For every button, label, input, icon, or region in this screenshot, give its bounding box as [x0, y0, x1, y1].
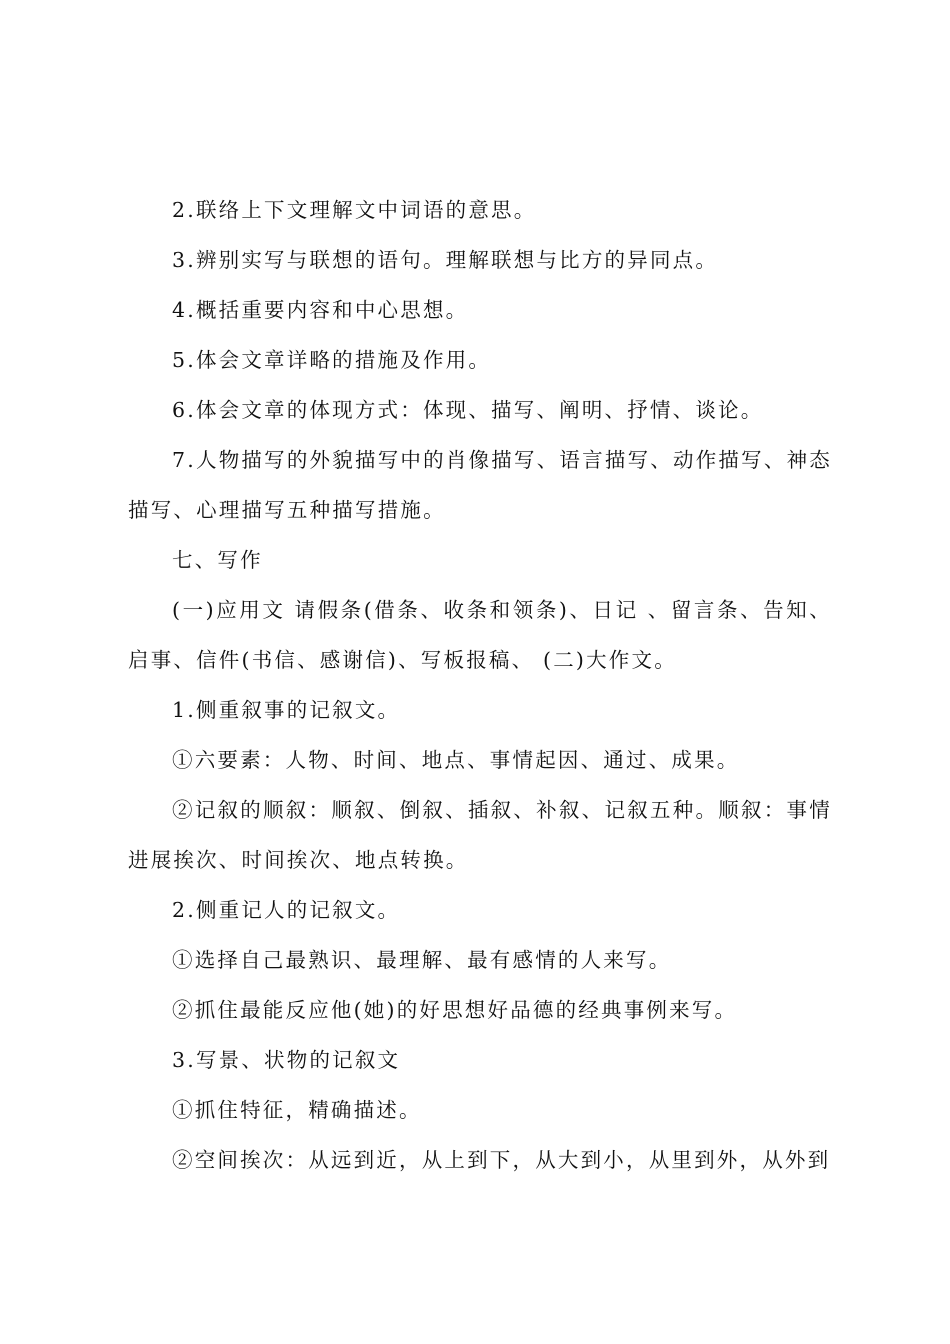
subsection-heading: 3.写景、状物的记叙文 — [172, 1048, 401, 1072]
list-item: ①六要素：人物、时间、地点、事情起因、通过、成果。 — [172, 748, 740, 772]
paragraph: 7.人物描写的外貌描写中的肖像描写、语言描写、动作描写、神态描写、心理描写五种描写措施。 — [128, 448, 832, 522]
subsection-heading: 1.侧重叙事的记叙文。 — [172, 698, 401, 722]
paragraph: 2.联络上下文理解文中词语的意思。 — [172, 198, 537, 222]
list-item: ②抓住最能反应他(她)的好思想好品德的经典事例来写。 — [172, 998, 738, 1022]
list-item: ②记叙的顺叙：顺叙、倒叙、插叙、补叙、记叙五种。顺叙：事情进展挨次、时间挨次、地点转换。 — [128, 798, 832, 872]
paragraph: 5.体会文章详略的措施及作用。 — [172, 348, 492, 372]
list-item: ①选择自己最熟识、最理解、最有感情的人来写。 — [172, 948, 672, 972]
subsection-heading: 2.侧重记人的记叙文。 — [172, 898, 401, 922]
paragraph: (一)应用文 请假条(借条、收条和领条)、日记 、留言条、告知、启事、信件(书信、感谢信)、写板报稿、 (二)大作文。 — [128, 598, 832, 672]
paragraph: 6.体会文章的体现方式：体现、描写、阐明、抒情、谈论。 — [172, 398, 764, 422]
document-body — [128, 185, 832, 1185]
list-item: ①抓住特征，精确描述。 — [172, 1098, 422, 1122]
paragraph: 3.辨别实写与联想的语句。理解联想与比方的异同点。 — [172, 248, 719, 272]
section-heading: 七、写作 — [172, 548, 263, 572]
list-item: ②空间挨次：从远到近，从上到下，从大到小，从里到外，从外到 — [172, 1148, 831, 1172]
paragraph: 4.概括重要内容和中心思想。 — [172, 298, 469, 322]
